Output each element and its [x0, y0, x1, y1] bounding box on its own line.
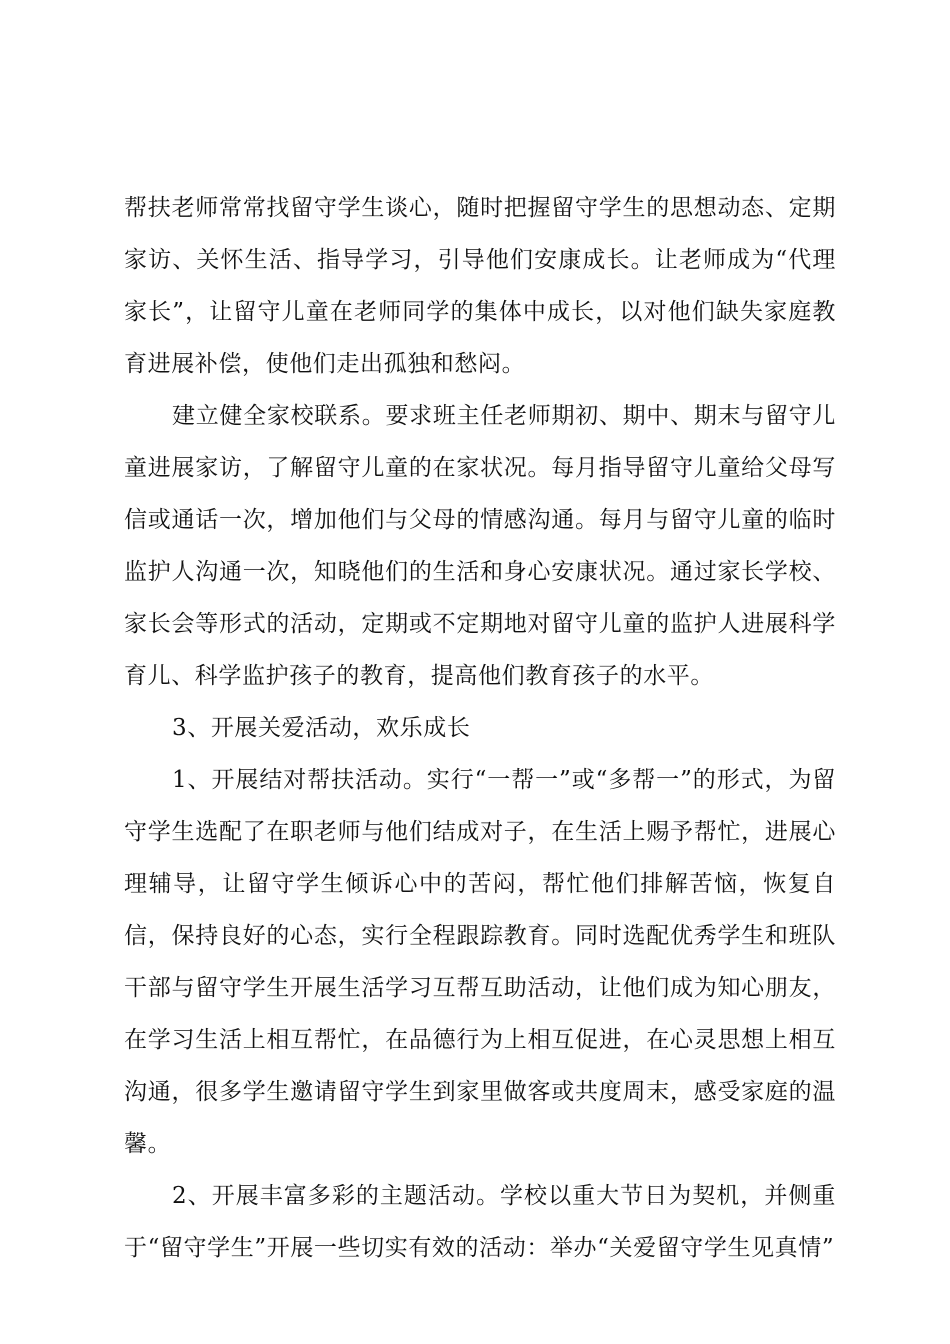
paragraph-theme-activities: 2、开展丰富多彩的主题活动。学校以重大节日为契机，并侧重于“留守学生”开展一些切实有效的活动：举办“关爱留守学生见真情” [124, 1183, 836, 1261]
section-heading-care-activities: 3、开展关爱活动，欢乐成长 [172, 715, 471, 741]
document-body [124, 182, 836, 1274]
paragraph-home-visit-support: 帮扶老师常常找留守学生谈心，随时把握留守学生的思想动态、定期家访、关怀生活、指导学习，引导他们安康成长。让老师成为“代理家长”，让留守儿童在老师同学的集体中成长，以对他们缺失家庭教育进展补偿，使他们走出孤独和愁闷。 [124, 195, 836, 377]
paragraph-home-school-contact: 建立健全家校联系。要求班主任老师期初、期中、期末与留守儿童进展家访，了解留守儿童的在家状况。每月指导留守儿童给父母写信或通话一次，增加他们与父母的情感沟通。每月与留守儿童的临时监护人沟通一次，知晓他们的生活和身心安康状况。通过家长学校、家长会等形式的活动，定期或不定期地对留守儿童的监护人进展科学育儿、科学监护孩子的教育，提高他们教育孩子的水平。 [124, 403, 836, 689]
paragraph-pair-assistance: 1、开展结对帮扶活动。实行“一帮一”或“多帮一”的形式，为留守学生选配了在职老师与他们结成对子，在生活上赐予帮忙，进展心理辅导，让留守学生倾诉心中的苦闷，帮忙他们排解苦恼，恢复自信，保持良好的心态，实行全程跟踪教育。同时选配优秀学生和班队干部与留守学生开展生活学习互帮互助活动，让他们成为知心朋友，在学习生活上相互帮忙，在品德行为上相互促进，在心灵思想上相互沟通，很多学生邀请留守学生到家里做客或共度周末，感受家庭的温馨。 [124, 767, 836, 1157]
